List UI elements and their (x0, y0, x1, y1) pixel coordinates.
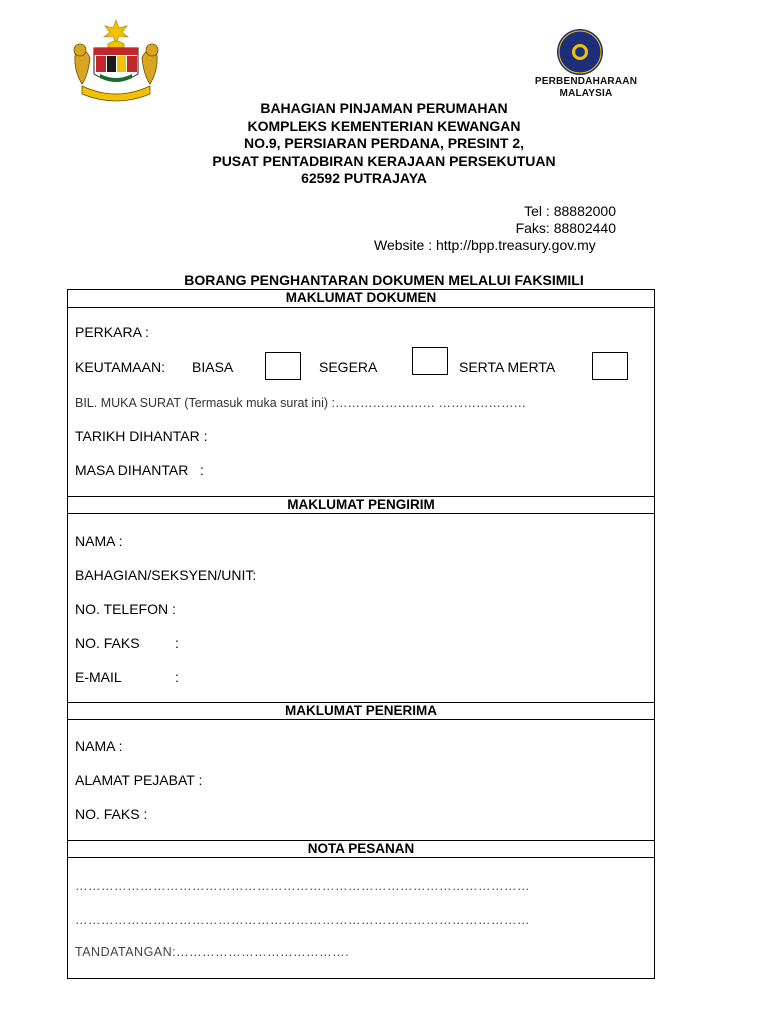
organization-address (0, 100, 768, 188)
pengirim-telefon-field[interactable]: NO. TELEFON : (75, 601, 176, 617)
option-serta-merta-label: SERTA MERTA (459, 359, 556, 375)
tel-text: Tel : 88882000 (524, 203, 616, 219)
pengirim-email-label[interactable]: E-MAIL (75, 669, 122, 685)
checkbox-biasa[interactable] (265, 352, 301, 380)
logo-text-line-2: MALAYSIA (559, 88, 613, 99)
section-penerima-heading: MAKLUMAT PENERIMA (68, 702, 654, 720)
form-title: BORANG PENGHANTARAN DOKUMEN MELALUI FAKSIMILI (184, 272, 584, 288)
crest-icon (68, 18, 164, 104)
section-nota-heading: NOTA PESANAN (68, 840, 654, 858)
pengirim-faks-label[interactable]: NO. FAKS (75, 635, 140, 651)
perkara-field[interactable]: PERKARA : (75, 324, 149, 340)
org-line-5: 62592 PUTRAJAYA (301, 170, 427, 186)
org-line-1: BAHAGIAN PINJAMAN PERUMAHAN (260, 100, 508, 116)
pengirim-nama-field[interactable]: NAMA : (75, 533, 123, 549)
coat-of-arms-logo (68, 18, 164, 104)
logo-text-line-1: PERBENDAHARAAN (534, 76, 638, 87)
website-text: Website : http://bpp.treasury.gov.my (374, 237, 596, 253)
nota-line-2[interactable]: …………………………………………………………………………………………… (75, 913, 530, 927)
contact-info (370, 203, 620, 254)
section-dokumen-heading: MAKLUMAT DOKUMEN (68, 290, 654, 308)
section-pengirim-heading: MAKLUMAT PENGIRIM (68, 496, 654, 514)
penerima-faks-field[interactable]: NO. FAKS : (75, 806, 148, 822)
perbendaharaan-logo (520, 28, 652, 108)
nota-line-1[interactable]: …………………………………………………………………………………………… (75, 879, 530, 893)
option-segera-label: SEGERA (319, 359, 378, 375)
checkbox-segera[interactable] (412, 347, 448, 375)
pengirim-email-colon: : (175, 669, 179, 685)
penerima-alamat-field[interactable]: ALAMAT PEJABAT : (75, 772, 203, 788)
org-line-4: PUSAT PENTADBIRAN KERAJAAN PERSEKUTUAN (212, 152, 556, 169)
org-line-2: KOMPLEKS KEMENTERIAN KEWANGAN (247, 117, 521, 134)
org-line-3: NO.9, PERSIARAN PERDANA, PRESINT 2, (243, 135, 525, 151)
fax-text: Faks: 88802440 (515, 220, 616, 236)
tandatangan-field[interactable]: TANDATANGAN:…………………………………. (75, 945, 350, 959)
keutamaan-label: KEUTAMAAN: (75, 359, 165, 375)
option-biasa-label: BIASA (192, 359, 234, 375)
penerima-nama-field[interactable]: NAMA : (75, 738, 123, 754)
tarikh-dihantar-field[interactable]: TARIKH DIHANTAR : (75, 428, 208, 444)
checkbox-serta-merta[interactable] (592, 352, 628, 380)
fax-form (67, 289, 655, 979)
pengirim-faks-colon: : (175, 635, 179, 651)
pengirim-bahagian-field[interactable]: BAHAGIAN/SEKSYEN/UNIT: (75, 567, 257, 583)
masa-dihantar-field[interactable]: MASA DIHANTAR : (75, 462, 204, 478)
mof-emblem-icon (556, 28, 604, 76)
bil-muka-surat-field[interactable]: BIL. MUKA SURAT (Termasuk muka surat ini) :…………………… ………………… (75, 396, 526, 410)
